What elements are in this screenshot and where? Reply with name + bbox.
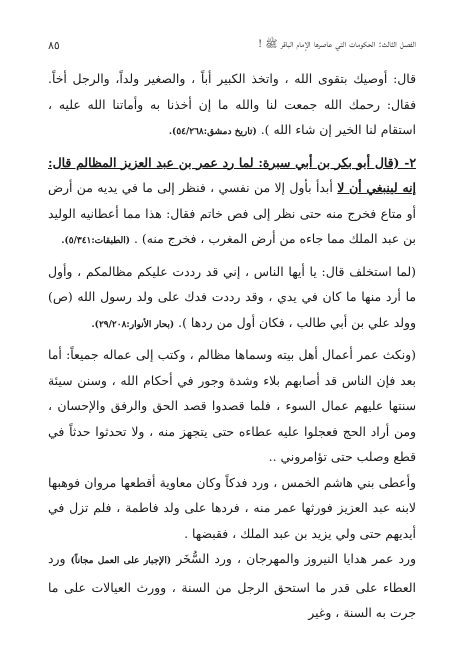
paragraph-4 <box>48 342 416 470</box>
paragraph-1-reference: (تاريخ دمشق:٥٤/٢٦٨). <box>168 127 257 137</box>
body-text <box>48 66 416 626</box>
paragraph-5 <box>48 470 416 547</box>
page-number: ٨٥ <box>48 38 60 52</box>
running-title: الفصل الثالث: الحكومات التي عاصرها الإمام الباقر ﷺ ! <box>258 39 416 50</box>
paragraph-1 <box>48 66 416 146</box>
paragraph-3-text: (لما استخلف قال: يا أيها الناس ، إني قد رددت عليكم مظالمكم ، وأول ما أرد منها ما كان في يدي ، وقد رددت فدك على ولد رسول الله (ص) وولد علي بن أبي طالب ، فكان أول من ردها ). <box>48 263 416 330</box>
paragraph-2 <box>48 150 416 255</box>
paragraph-3 <box>48 259 416 339</box>
paragraph-3-reference: (بحار الأنوار:٢٩/٢٠٨). <box>91 319 175 330</box>
paragraph-1-text: قال: أوصيك بتقوى الله ، واتخذ الكبير أباً ، والصغير ولداً، والرجل أخاً. فقال: رحمك الله جمعت لنا والله ما إن أخذنا به وأماتنا الله عليه ، استقام لنا الخير إن شاء الله ). <box>48 71 416 137</box>
paragraph-6 <box>48 546 416 626</box>
section-2-title: ٢- (قال أبو بكر بن أبي سبرة: لما رد عمر بن عبد العزيز المظالم قال: إنه لينبغي أن لا <box>48 154 416 195</box>
paragraph-2-reference: (الطبقات:٥/٣٤١). <box>61 236 131 246</box>
paragraph-6-note: (الإجبار على العمل مجاناً) <box>70 556 172 566</box>
paragraph-6-text-before: ورد عمر هدايا النيروز والمهرجان ، ورد السُّخَر <box>176 551 416 566</box>
paragraph-4-text: (ونكث عمر أعمال أهل بيته وسماها مظالم ، وكتب إلى عماله جميعاً: أما بعد فإن الناس قد أصابهم بلاء وشدة وجور في أحكام الله ، وسنن سيئة سنتها عليهم عمال السوء ، فلما قصدوا قصد الحق والرفق والإحسان ، ومن أراد الحج فعجلوا عليه عطاءه حتى يتجهز منه ، ولا تحدثوا حدثاً في قطع وصلب حتى تؤامروني .. <box>48 347 416 464</box>
paragraph-6-text-after: ورد العطاء على قدر ما استحق الرجل من السنة ، وورث العيالات على ما جرت به السنة ، وغير <box>48 551 416 620</box>
paragraph-2-text: أبدأ بأول إلا من نفسي ، فنظر إلى ما في يديه من أرض أو متاع فخرج منه حتى نظر إلى فص خاتم فقال: هذا مما أعطانيه الوليد بن عبد الملك مما جاءه من أرض المغرب ، فخرج منه) . <box>48 180 416 246</box>
paragraph-5-text: وأعطى بني هاشم الخمس ، ورد فدكاً وكان معاوية أقطعها مروان فوهبها لابنه عبد العزيز فورثها عمر منه ، فردها على ولد فاطمة ، فلم تزل في أيديهم حتى ولي يزيد بن عبد الملك ، فقبضها . <box>48 474 416 541</box>
running-header <box>48 38 416 52</box>
